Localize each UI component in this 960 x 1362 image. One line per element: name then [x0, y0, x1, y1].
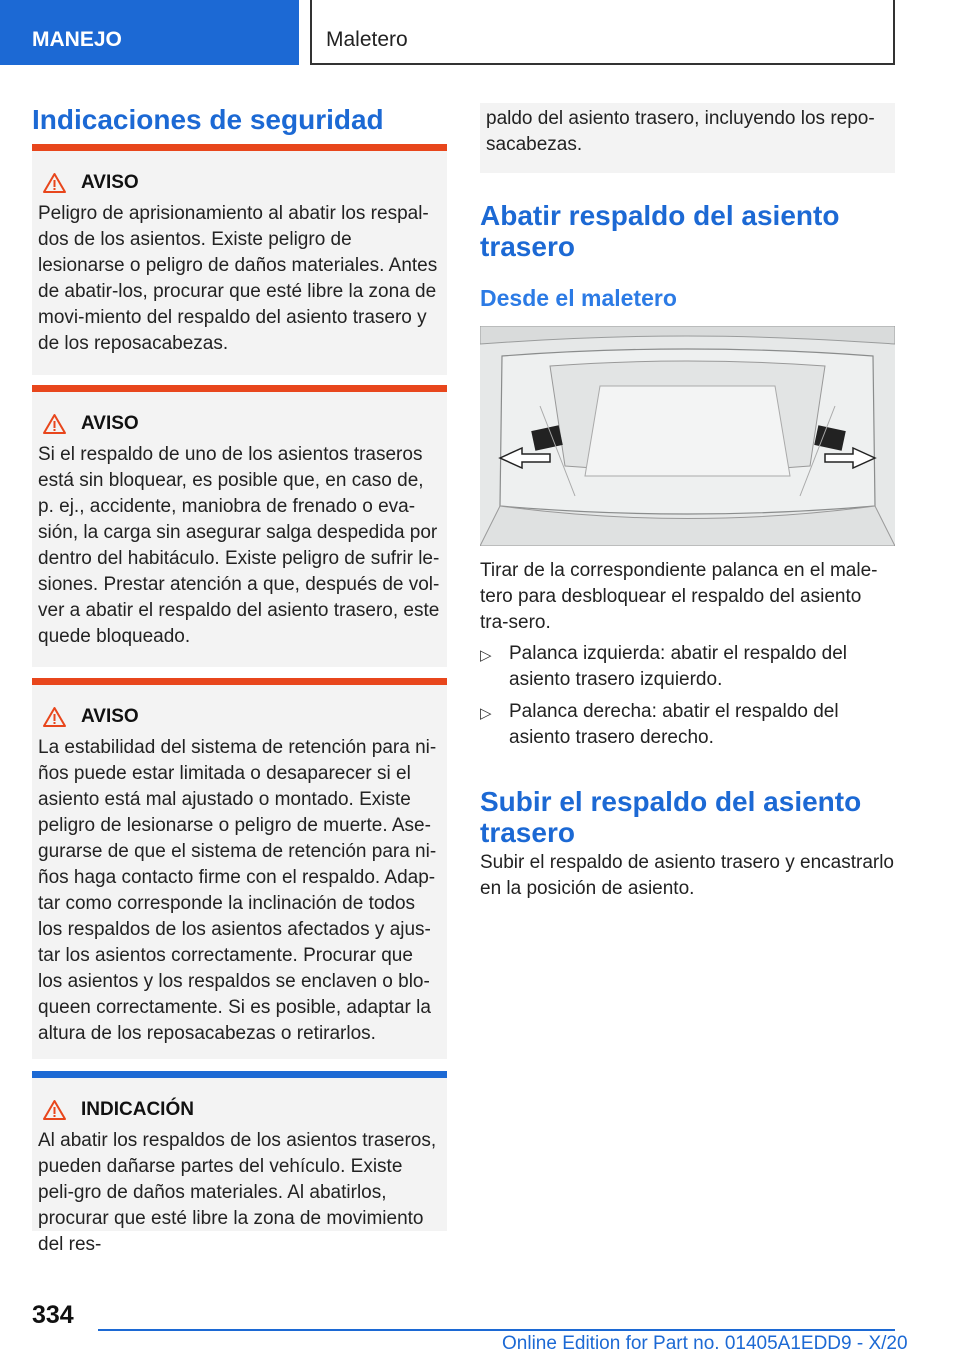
notice-text: La estabilidad del sistema de retención para ni-ños puede estar limitada o desaparecer si el asiento está mal ajustado o montado. Existe peligro de lesionarse o peligro de muerte. Ase-gurarse de que el sistema de retención para ni-ños haga contacto firme con el respaldo. Adap-tar como corresponde la inclinación de todos los respaldos de los asientos afectados y ajus-tar los asientos correctamente. Procurar que los asientos y los respaldos se enclaven o blo-queen correctamente. Si es posible, adaptar la altura de los reposacabezas o retirarlos. — [38, 737, 437, 1044]
warning-box-3 — [32, 678, 447, 1059]
notice-type: INDICACIÓN — [81, 1099, 194, 1120]
triangle-bullet-icon: ▷ — [480, 647, 492, 664]
warning-triangle-icon — [42, 1099, 67, 1121]
warning-box-2 — [32, 385, 447, 667]
info-bar — [32, 1071, 447, 1078]
list-item — [480, 641, 895, 693]
safety-heading: Indicaciones de seguridad — [32, 104, 384, 135]
edition-info: Online Edition for Part no. 01405A1EDD9 - X/20 — [502, 1333, 908, 1354]
section-tab — [0, 0, 299, 65]
notice-text: Peligro de aprisionamiento al abatir los respal-dos de los asientos. Existe peligro de lesionarse o peligro de daños materiales. Antes de abatir-los, procurar que esté libre la zona de movi-miento del respaldo del asiento trasero y de los reposacabezas. — [38, 203, 438, 354]
raise-heading: Subir el respaldo del asiento trasero — [480, 786, 862, 848]
notice-continuation: paldo del asiento trasero, incluyendo los repo-sacabezas. — [480, 103, 895, 173]
notice-text: Si el respaldo de uno de los asientos traseros está sin bloquear, es posible que, en caso de, p. ej., accidente, maniobra de frenado o eva-sión, la carga sin asegurar salga despedida por dentro del habitáculo. Existe peligro de sufrir le-siones. Prestar atención a que, después de vol-ver a abatir el respaldo del asiento trasero, este quede bloqueado. — [38, 444, 440, 647]
page-number: 334 — [32, 1301, 74, 1329]
trunk-illustration — [480, 326, 895, 546]
warning-bar — [32, 678, 447, 685]
warning-triangle-icon — [42, 172, 67, 194]
info-box — [32, 1071, 447, 1255]
fold-steps-list — [480, 641, 895, 757]
fold-heading: Abatir respaldo del asiento trasero — [480, 200, 840, 262]
list-item — [480, 699, 895, 751]
warning-bar — [32, 144, 447, 151]
fold-intro: Tirar de la correspondiente palanca en el male-tero para desbloquear el respaldo del asiento tra-sero. — [480, 560, 878, 633]
warning-bar — [32, 385, 447, 392]
notice-type: AVISO — [81, 706, 139, 727]
footer-divider — [98, 1329, 895, 1331]
step-text: Palanca izquierda: abatir el respaldo del asiento trasero izquierdo. — [509, 643, 847, 690]
step-text: Palanca derecha: abatir el respaldo del asiento trasero derecho. — [509, 701, 839, 748]
trunk-drawing — [480, 326, 895, 546]
warning-box-1 — [32, 144, 447, 375]
triangle-bullet-icon: ▷ — [480, 705, 492, 722]
notice-text: Al abatir los respaldos de los asientos traseros, pueden dañarse partes del vehículo. Existe peli-gro de daños materiales. Al abatirlos, procurar que esté libre la zona de movimiento del res- — [38, 1130, 437, 1255]
raise-text: Subir el respaldo de asiento trasero y encastrarlo en la posición de asiento. — [480, 852, 895, 899]
section-label: MANEJO — [32, 28, 122, 51]
notice-type: AVISO — [81, 172, 139, 193]
chapter-title: Maletero — [310, 0, 895, 65]
warning-triangle-icon — [42, 706, 67, 728]
warning-triangle-icon — [42, 413, 67, 435]
notice-type: AVISO — [81, 413, 139, 434]
fold-subheading: Desde el maletero — [480, 285, 677, 311]
